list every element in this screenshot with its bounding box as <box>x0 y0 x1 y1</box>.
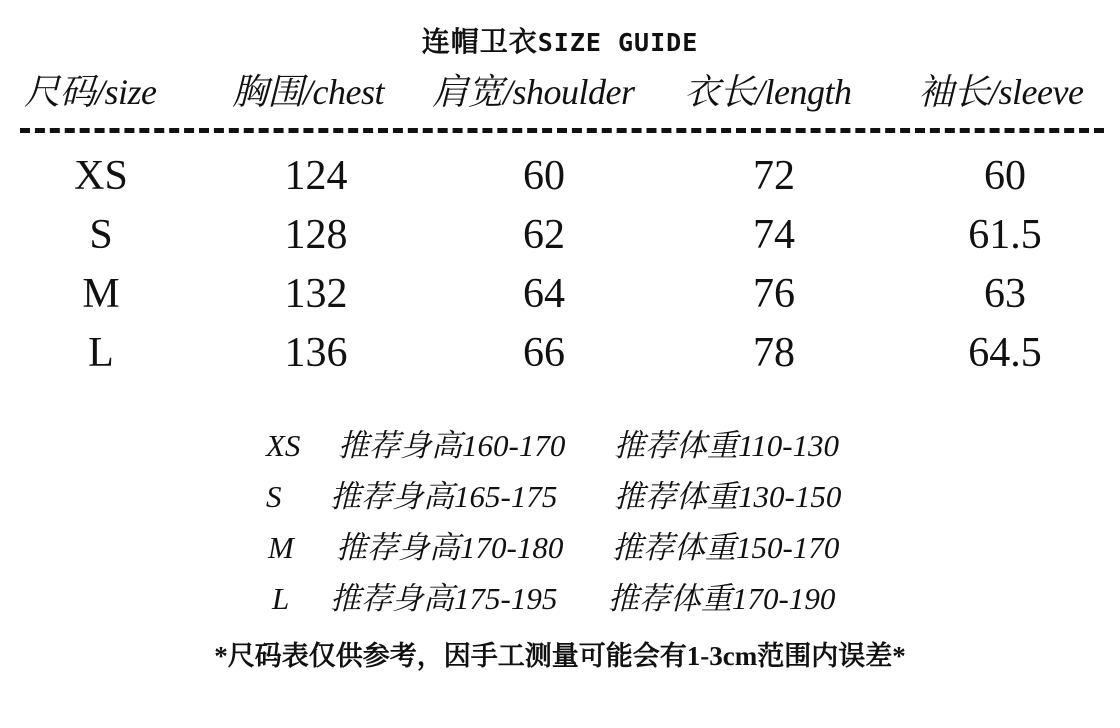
table-row <box>0 150 1120 209</box>
cell-sleeve: 64.5 <box>968 330 1042 376</box>
table-row <box>0 268 1120 327</box>
cell-size: L <box>88 330 114 376</box>
list-item <box>0 526 1120 577</box>
cell-chest: 132 <box>284 271 348 317</box>
list-item <box>0 475 1120 526</box>
disclaimer-note: *尺码表仅供参考，因手工测量可能会有1-3cm范围内误差* <box>214 641 906 671</box>
header-length: 衣长/length <box>684 72 852 112</box>
rec-height: 推荐身高170-180 <box>336 530 564 565</box>
cell-size: XS <box>74 153 128 199</box>
cell-sleeve: 63 <box>984 271 1026 317</box>
table-header <box>0 64 1120 118</box>
rec-weight: 推荐体重130-150 <box>614 479 842 514</box>
cell-size: S <box>89 212 113 258</box>
cell-length: 78 <box>753 330 795 376</box>
cell-chest: 128 <box>284 212 348 258</box>
cell-length: 72 <box>753 153 795 199</box>
rec-size: S <box>266 479 282 514</box>
table-row <box>0 327 1120 386</box>
page-title <box>0 20 1120 60</box>
cell-length: 74 <box>753 212 795 258</box>
size-table <box>0 150 1120 386</box>
recommendation-list <box>0 424 1120 628</box>
list-item <box>0 577 1120 628</box>
header-size: 尺码/size <box>24 72 157 112</box>
header-sleeve: 袖长/sleeve <box>918 72 1084 112</box>
cell-length: 76 <box>753 271 795 317</box>
cell-size: M <box>82 271 120 317</box>
rec-height: 推荐身高175-195 <box>330 581 558 616</box>
rec-weight: 推荐体重170-190 <box>608 581 836 616</box>
cell-chest: 136 <box>284 330 348 376</box>
header-chest: 胸围/chest <box>232 72 384 112</box>
rec-height: 推荐身高165-175 <box>330 479 558 514</box>
cell-shoulder: 66 <box>523 330 565 376</box>
cell-shoulder: 60 <box>523 153 565 199</box>
table-row <box>0 209 1120 268</box>
cell-shoulder: 62 <box>523 212 565 258</box>
cell-sleeve: 60 <box>984 153 1026 199</box>
cell-chest: 124 <box>284 153 348 199</box>
cell-sleeve: 61.5 <box>968 212 1042 258</box>
title-english: SIZE GUIDE <box>537 28 699 57</box>
title-chinese: 连帽卫衣 <box>421 25 538 58</box>
rec-weight: 推荐体重150-170 <box>612 530 840 565</box>
rec-height: 推荐身高160-170 <box>338 428 566 463</box>
cell-shoulder: 64 <box>523 271 565 317</box>
list-item <box>0 424 1120 475</box>
dashed-divider <box>20 128 1104 133</box>
rec-size: M <box>268 530 294 565</box>
rec-size: L <box>272 581 290 616</box>
header-shoulder: 肩宽/shoulder <box>432 72 635 112</box>
rec-size: XS <box>266 428 301 463</box>
rec-weight: 推荐体重110-130 <box>614 428 840 463</box>
